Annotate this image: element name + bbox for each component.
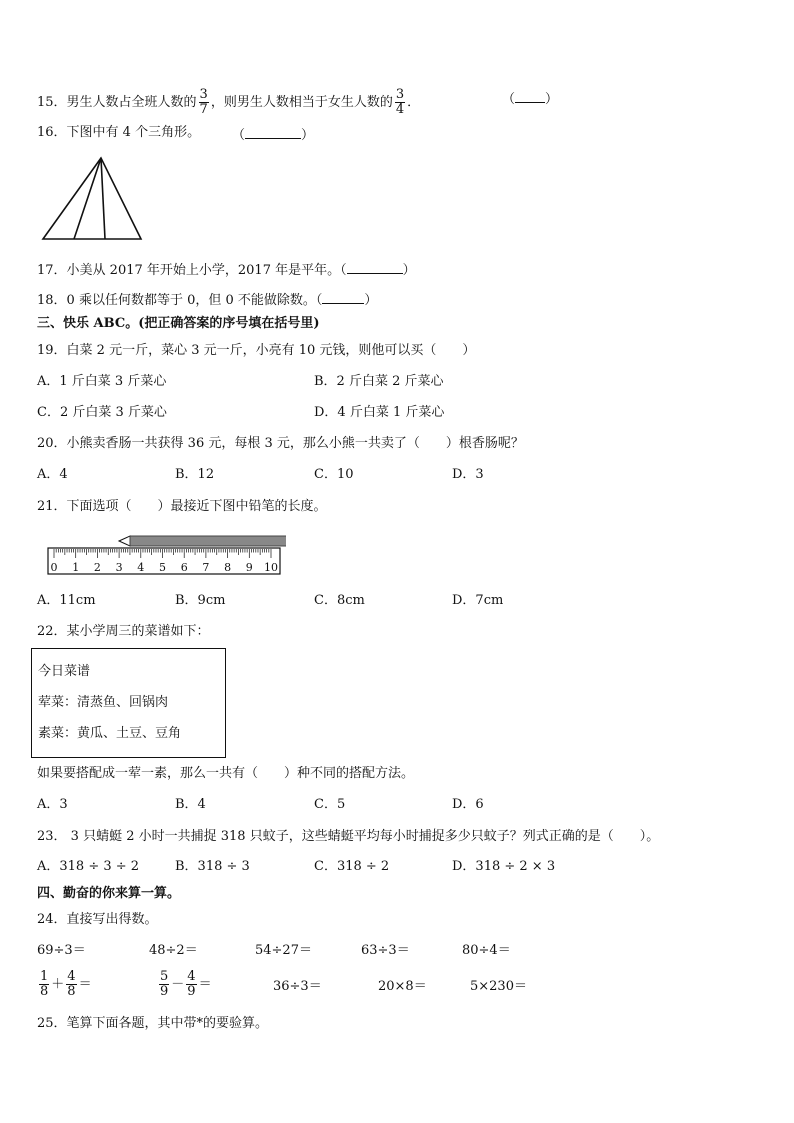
ruler-number: 0: [50, 561, 58, 574]
question-22-prompt: 如果要搭配成一荤一素，那么一共有（ ）种不同的搭配方法。: [37, 766, 415, 781]
menu-title: 今日菜谱: [38, 664, 91, 679]
ruler-number: 5: [159, 561, 166, 574]
ruler-number: 4: [137, 561, 145, 574]
option-21-d[interactable]: D．7cm: [452, 593, 504, 608]
answer-blank-16[interactable]: （ ）: [232, 124, 314, 145]
question-18: 18．0 乘以任何数都等于 0，但 0 不能做除数。（ ）: [37, 289, 377, 310]
fraction-3-4: $\frac{3}{4}$: [395, 87, 405, 117]
ruler-number: 1: [72, 561, 80, 574]
calc-10: 5×230＝: [470, 979, 527, 994]
option-20-c[interactable]: C．10: [314, 467, 354, 482]
option-22-b[interactable]: B．4: [175, 797, 206, 812]
answer-blank-18[interactable]: [322, 289, 364, 304]
pencil-tip: [119, 536, 130, 546]
menu-box: [31, 648, 226, 758]
menu-veg: 素菜：黄瓜、土豆、豆角: [38, 726, 182, 741]
question-25: 25．笔算下面各题，其中带*的要验算。: [37, 1016, 269, 1031]
calc-4: 63÷3＝: [361, 943, 410, 958]
calc-2: 48÷2＝: [149, 943, 198, 958]
question-15: 15．男生人数占全班人数的 $\frac{3}{7}$ ，则男生人数相当于女生人数的 $\frac{3}{4}$ ．: [37, 87, 421, 117]
option-20-d[interactable]: D．3: [452, 467, 484, 482]
section-3-heading: 三、快乐 ABC。(把正确答案的序号填在括号里): [37, 316, 320, 331]
option-20-a[interactable]: A．4: [37, 467, 68, 482]
option-19-c[interactable]: C．2 斤白菜 3 斤菜心: [37, 405, 167, 420]
question-17: 17．小美从 2017 年开始上小学，2017 年是平年。（ ）: [37, 259, 416, 280]
ruler-number: 2: [93, 561, 101, 574]
ruler-number: 6: [180, 561, 188, 574]
option-21-c[interactable]: C．8cm: [314, 593, 365, 608]
ruler-with-pencil: [46, 532, 286, 578]
question-23: 23． 3 只蜻蜓 2 小时一共捕捉 318 只蚊子，这些蜻蜓平均每小时捕捉多少只蚊子？列式正确的是（ ）。: [37, 829, 660, 844]
calc-5: 80÷4＝: [462, 943, 511, 958]
ruler-number: 9: [245, 561, 253, 574]
pencil-body: [130, 536, 286, 546]
ruler-number: 8: [224, 561, 232, 574]
option-23-d[interactable]: D．318 ÷ 2 × 3: [452, 859, 556, 874]
question-16: 16．下图中有 4 个三角形。: [37, 125, 201, 140]
option-19-d[interactable]: D．4 斤白菜 1 斤菜心: [314, 405, 445, 420]
calc-3: 54÷27＝: [255, 943, 312, 958]
option-21-a[interactable]: A．11cm: [37, 593, 96, 608]
option-22-c[interactable]: C．5: [314, 797, 346, 812]
question-20: 20．小熊卖香肠一共获得 36 元，每根 3 元，那么小熊一共卖了（ ）根香肠呢？: [37, 436, 524, 451]
option-23-c[interactable]: C．318 ÷ 2: [314, 859, 390, 874]
calc-fraction-1: $\frac{1}{8}$ ＋ $\frac{4}{8}$ ＝: [40, 969, 92, 999]
calc-fraction-2: $\frac{5}{9}$ － $\frac{4}{9}$ ＝: [160, 969, 212, 999]
calc-8: 36÷3＝: [273, 979, 322, 994]
ruler-number: 7: [202, 561, 210, 574]
option-19-b[interactable]: B．2 斤白菜 2 斤菜心: [314, 374, 444, 389]
calc-9: 20×8＝: [378, 979, 427, 994]
question-24: 24．直接写出得数。: [37, 912, 158, 927]
question-22: 22．某小学周三的菜谱如下：: [37, 624, 210, 639]
ruler-number: 10: [264, 561, 278, 574]
menu-meat: 荤菜：清蒸鱼、回锅肉: [38, 695, 169, 710]
answer-blank-17[interactable]: [347, 259, 403, 274]
option-22-d[interactable]: D．6: [452, 797, 484, 812]
option-23-b[interactable]: B．318 ÷ 3: [175, 859, 250, 874]
option-21-b[interactable]: B．9cm: [175, 593, 226, 608]
calc-1: 69÷3＝: [37, 943, 86, 958]
question-19: 19．白菜 2 元一斤，菜心 3 元一斤，小亮有 10 元钱，则他可以买（ ）: [37, 343, 476, 358]
answer-blank-15[interactable]: （ ）: [502, 88, 558, 109]
option-22-a[interactable]: A．3: [37, 797, 68, 812]
triangle-figure: [40, 155, 150, 245]
option-20-b[interactable]: B．12: [175, 467, 215, 482]
option-23-a[interactable]: A．318 ÷ 3 ÷ 2: [37, 859, 140, 874]
section-4-heading: 四、勤奋的你来算一算。: [37, 886, 181, 901]
ruler-number: 3: [115, 561, 123, 574]
fraction-3-7: $\frac{3}{7}$: [199, 87, 208, 117]
option-19-a[interactable]: A．1 斤白菜 3 斤菜心: [37, 374, 167, 389]
question-21: 21．下面选项（ ）最接近下图中铅笔的长度。: [37, 499, 327, 514]
